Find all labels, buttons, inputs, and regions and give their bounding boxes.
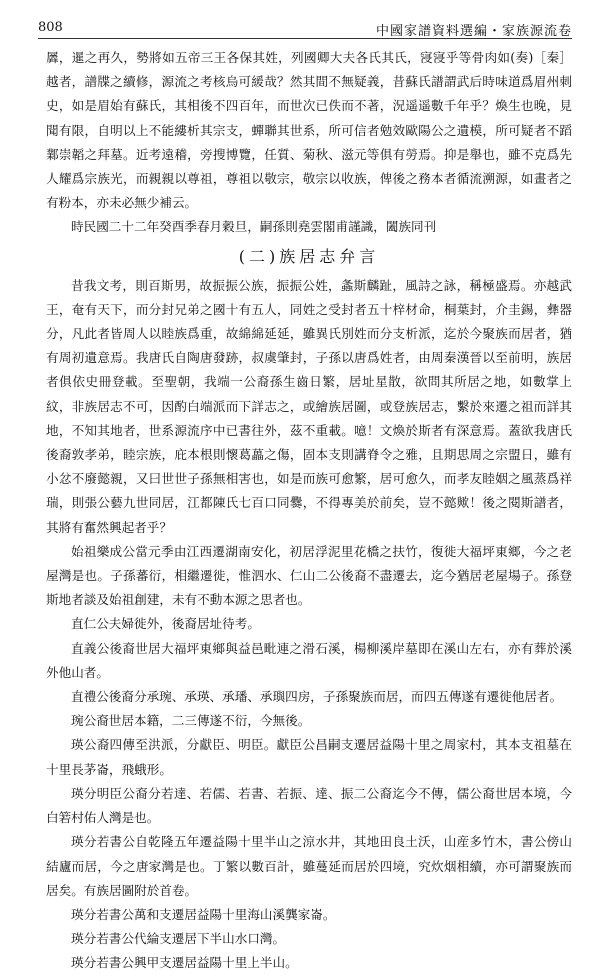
paragraph: 昔我文考，則百斯男，故振振公族，振振公姓，螽斯麟趾，風詩之詠，稱極盛焉。亦越武王，奄有天下，而分封兄弟之國十有五人，同姓之受封者五十梓材命，桐葉封，介圭錫，彝器分，凡此者皆周人以睦族爲重，故綿綿延延，雖異氏別姓而分支析派，迄於今聚族而居者，猶有周初遺意焉。我唐氏自陶唐發跡，叔虞肇封，子孫以唐爲姓者，由周秦漢晉以至前明，族居者俱依史冊登載。至聖朝，我端一公裔孫生齒日繁，居址星散，欲問其所居之地，如數掌上紋，非族居志不可，因酌白端派而下詳志之，或繪族居圖，或登族居志，繫於來遷之祖而詳其地，不知其地者，世系源流序中已書往外，茲不重載。噫！文煥於斯者有深意焉。蓋欲我唐氏後裔敦孝弟，睦宗族，庇本根則懷葛藟之傷，固本支則講脊令之雅，且期思周之宗盟日，雖有小忿不廢懿親，又曰世世子孫無相害也，如是而族可愈繁，居可愈久，而孝友睦姻之風蒸爲祥瑞，則張公藝九世同居，江都陳氏七百口同爨，不得專美於前矣，豈不懿歟！後之閱斯譜者，其將有奮然興起者乎？: [46, 277, 572, 535]
paragraph: 瑛分若書公興甲支遷居益陽十里上半山。: [71, 955, 298, 971]
page-header: [38, 6, 572, 39]
paragraph: 直義公後裔世居大福坪東鄉與益邑毗連之滑石溪，楊柳溪岸墓即在溪山左右，亦有葬於溪外他山者。: [46, 640, 572, 680]
paragraph: 直仁公夫婦徙外，後裔居址待考。: [71, 616, 260, 632]
paragraph: 瑛分若書公萬和支遷居益陽十里海山溪龔家崙。: [71, 906, 336, 922]
page-body: [46, 46, 572, 976]
paragraph: 瑛分明臣公裔分若達、若儒、若書、若振、達、振二公裔迄今不傳，儒公裔世居本境，今白箬村佑人灣是也。: [46, 785, 572, 826]
running-title: 中國家譜資料選編・家族源流卷: [375, 24, 572, 39]
paragraph: 始祖樂成公當元季由江西遷湖南安化，初居浮泥里花橋之扶竹，復徙大福坪東鄉，今之老屋灣是也。子孫蕃衍，相繼遷徙，惟泗水、仁山二公後裔不盡遷去，迄今猶居老屋場子。孫登斯地者談及始祖創建，未有不動本源之思者也。: [46, 543, 572, 608]
paragraph: 瑛分若書公代綸支遷居下半山水口灣。: [71, 931, 286, 947]
section-title: (二)族居志弁言: [238, 246, 380, 266]
page-number: 808: [38, 20, 63, 35]
paragraph: 羼，暹之再久，勢將如五帝三王各保其姓，列國卿大夫各氏其氏，寖寖乎等骨肉如(奏)［秦］越者，譜牒之續修，源流之考核烏可緩哉？然其間不無疑義，昔蘇氏譜謂武后時味道爲眉州刺史，如是眉始有蘇氏，其相後不四百年，而世次已佚而不著，況遥遥數千年乎？煥生也晚，見聞有限，自明以上不能縷析其宗支，蟬聯其世系，所可信者勉效歐陽公之遺模，所可疑者不蹈鄴崇韜之拜墓。近考遠稽，旁搜博覽，任質、菊秋、滋元等俱有勞焉。抑是舉也，雖不克爲先人耀爲宗族光，而親親以尊祖，尊祖以敬宗，敬宗以收族，俾後之務本者循流溯源，如畫者之有粉本，亦未必無少補云。: [46, 50, 572, 211]
paragraph: 瑛分若書公自乾隆五年遷益陽十里半山之涼水井，其地田良土沃，山産多竹木，書公傍山結廬而居，今之唐家灣是也。丁繁以數百計，雖蔓延而居於四境，究炊烟相續，亦可謂聚族而居矣。有族居圖附於首卷。: [46, 834, 572, 898]
colophon-line: 時民國二十二年癸酉季春月穀旦，嗣孫則堯雲閣甫謹識，闔族同刊: [71, 219, 437, 235]
paragraph: 直禮公後裔分承琬、承瑛、承璠、承璵四房，子孫聚族而居，而四五傳遂有遷徙他居者。: [71, 689, 563, 705]
paragraph: 瑛公裔四傳至洪派，分獻臣、明臣。獻臣公昌嗣支遷居益陽十里之周家村，其本支祖墓在十里長茅崙，飛蛾形。: [46, 737, 572, 777]
paragraph: 琬公裔世居本籍，二三傳遂不衍，今無後。: [71, 713, 311, 729]
